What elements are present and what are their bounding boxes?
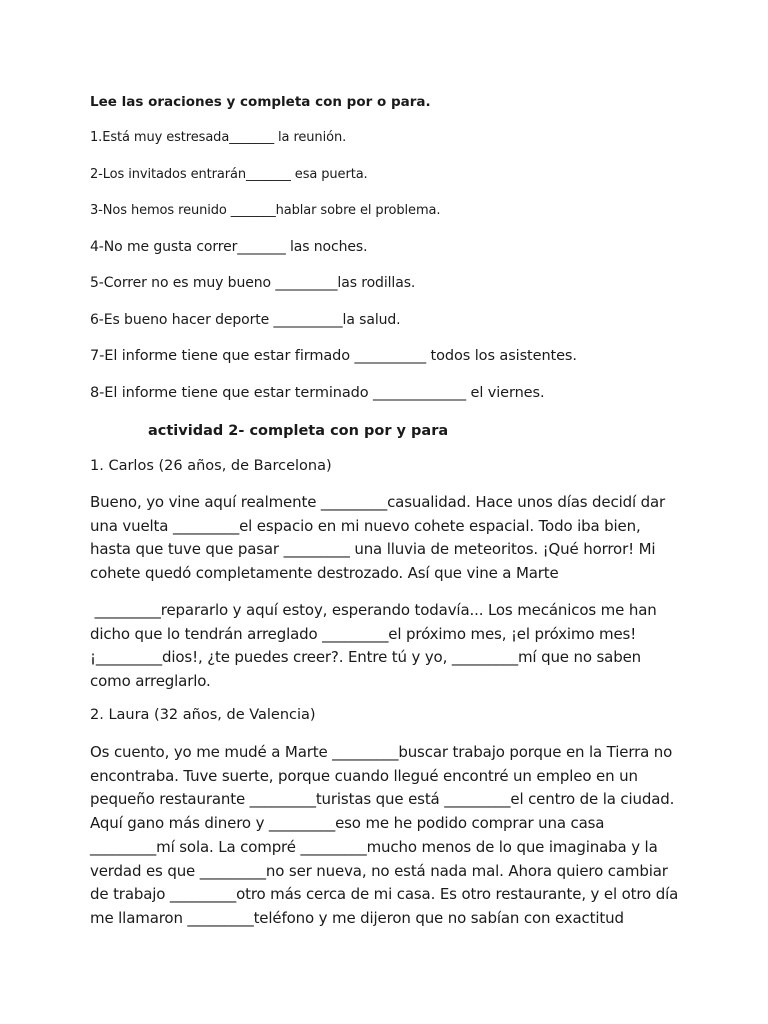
exercise-3: 3-Nos hemos reunido _______hablar sobre el problema. <box>90 203 441 218</box>
activity-2-heading: actividad 2- completa con por y para <box>148 423 449 439</box>
exercise-4: 4-No me gusta correr_______ las noches. <box>90 239 368 255</box>
text-line: _________mí sola. La compré _________mucho menos de lo que imaginaba y la <box>90 837 658 856</box>
text-line: ¡_________dios!, ¿te puedes creer?. Entre tú y yo, _________mí que no saben <box>90 648 642 667</box>
person-2-label: 2. Laura (32 años, de Valencia) <box>90 707 316 723</box>
text-line: una vuelta _________el espacio en mi nuevo cohete espacial. Todo iba bien, <box>90 516 641 535</box>
text-line: cohete quedó completamente destrozado. Así que vine a Marte <box>90 564 559 583</box>
exercise-6: 6-Es bueno hacer deporte __________la salud. <box>90 312 401 328</box>
exercise-7: 7-El informe tiene que estar firmado __________ todos los asistentes. <box>90 348 577 364</box>
text-line: verdad es que _________no ser nueva, no está nada mal. Ahora quiero cambiar <box>90 861 668 880</box>
exercise-2: 2-Los invitados entrarán_______ esa puerta. <box>90 167 368 182</box>
text-line: me llamaron _________teléfono y me dijeron que no sabían con exactitud <box>90 908 624 927</box>
text-line: dicho que lo tendrán arreglado _________el próximo mes, ¡el próximo mes! <box>90 624 637 643</box>
exercise-1: 1.Está muy estresada_______ la reunión. <box>90 130 347 145</box>
text-line: pequeño restaurante _________turistas que está _________el centro de la ciudad. <box>90 790 675 809</box>
text-line: encontraba. Tuve suerte, porque cuando llegué encontré un empleo en un <box>90 766 638 785</box>
text-line: Aquí gano más dinero y _________eso me he podido comprar una casa <box>90 814 605 833</box>
person-1-paragraph-1 <box>90 491 710 586</box>
worksheet-title: Lee las oraciones y completa con por o para. <box>90 94 431 110</box>
exercise-8: 8-El informe tiene que estar terminado _____________ el viernes. <box>90 385 545 401</box>
text-line: Os cuento, yo me mudé a Marte _________buscar trabajo porque en la Tierra no <box>90 743 673 761</box>
text-line: hasta que tuve que pasar _________ una lluvia de meteoritos. ¡Qué horror! Mi <box>90 540 656 559</box>
exercise-5: 5-Correr no es muy bueno _________las rodillas. <box>90 275 416 291</box>
text-line: como arreglarlo. <box>90 672 211 691</box>
text-line: de trabajo _________otro más cerca de mi casa. Es otro restaurante, y el otro día <box>90 885 679 904</box>
person-2-paragraph-1 <box>90 741 710 931</box>
person-1-label: 1. Carlos (26 años, de Barcelona) <box>90 458 332 474</box>
person-1-paragraph-2 <box>90 599 710 694</box>
text-line: _________repararlo y aquí estoy, esperando todavía... Los mecánicos me han <box>90 601 657 619</box>
text-line: Bueno, yo vine aquí realmente _________casualidad. Hace unos días decidí dar <box>90 493 666 511</box>
